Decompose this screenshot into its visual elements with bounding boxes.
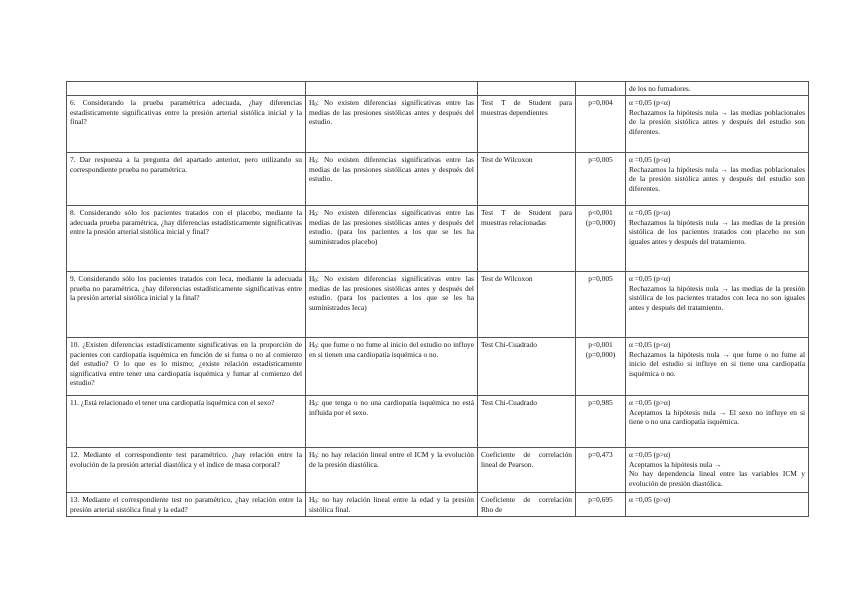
hypothesis-cell: $H_0$: no hay relación lineal entre la edad y la presión sistólica final. bbox=[306, 493, 478, 517]
table-row bbox=[67, 396, 809, 448]
table-row bbox=[67, 448, 809, 493]
table-row bbox=[67, 82, 809, 96]
hypothesis-cell bbox=[306, 82, 478, 96]
pvalue-cell: p=0,695 bbox=[576, 493, 626, 517]
pvalue-cell: p=0,004 bbox=[576, 96, 626, 153]
table-row bbox=[67, 96, 809, 153]
test-cell: Coeficiente de correlación Rho de bbox=[478, 493, 576, 517]
question-cell: 12. Mediante el correspondiente test paramétrico. ¿hay relación entre la evolución de la presión arterial diastólica y el índice de masa corporal? bbox=[67, 448, 306, 493]
question-cell: 13. Mediante el correspondiente test no paramétrico, ¿hay relación entre la presión arterial sistólica final y la edad? bbox=[67, 493, 306, 517]
hypothesis-cell: $H_0$: No existen diferencias significativas entre las medias de las presiones sistólicas antes y después del estudio. (para los pacientes a los que se les ha suministrados placebo) bbox=[306, 206, 478, 272]
hypothesis-cell: $H_0$: que fume o no fume al inicio del estudio no influye en si tienen una cardiopatía isquémica o no. bbox=[306, 338, 478, 396]
conclusion-cell: α =0,05 (p>α) Aceptamos la hipótesis nula → El sexo no influye en si tiene o no una cardiopatía isquémica. bbox=[626, 396, 809, 448]
hypothesis-cell: $H_0$: No existen diferencias significativas entre las medias de las presiones sistólicas antes y después del estudio. bbox=[306, 96, 478, 153]
conclusion-cell: α =0,05 (p<α) Rechazamos la hipótesis nula → las medias de la presión sistólica de los pacientes tratados con Ieca no son iguales antes y después del tratamiento. bbox=[626, 272, 809, 338]
conclusion-cell: α =0,05 (p<α) Rechazamos la hipótesis nula → las medias poblacionales de la presión sistólica antes y después del estudio son diferentes. bbox=[626, 153, 809, 206]
hypothesis-cell: $H_0$: No existen diferencias significativas entre las medias de las presiones sistólicas antes y después del estudio. (para los pacientes a los que se les ha suministrados Ieca) bbox=[306, 272, 478, 338]
test-cell bbox=[478, 82, 576, 96]
pvalue-cell: p=0,473 bbox=[576, 448, 626, 493]
question-cell: 6. Considerando la prueba paramétrica adecuada, ¿hay diferencias estadísticamente significativas entre la presión arterial sistólica inicial y la final? bbox=[67, 96, 306, 153]
test-cell: Test Chi-Cuadrado bbox=[478, 338, 576, 396]
question-cell: 9. Considerando sólo los pacientes tratados con Ieca, mediante la adecuada prueba no paramétrica, ¿hay diferencias estadísticamente significativas entre la presión arterial sistólica inicial y la final? bbox=[67, 272, 306, 338]
test-cell: Coeficiente de correlación lineal de Pearson. bbox=[478, 448, 576, 493]
table-row bbox=[67, 338, 809, 396]
table-row bbox=[67, 272, 809, 338]
test-cell: Test Chi-Cuadrado bbox=[478, 396, 576, 448]
test-cell: Test T de Student para muestras relacionadas bbox=[478, 206, 576, 272]
question-cell: 11. ¿Está relacionado el tener una cardiopatía isquémica con el sexo? bbox=[67, 396, 306, 448]
pvalue-cell: p=0,005 bbox=[576, 153, 626, 206]
conclusion-cell: α =0,05 (p<α) Rechazamos la hipótesis nula → las medias poblacionales de la presión sistólica antes y después del estudio son diferentes. bbox=[626, 96, 809, 153]
pvalue-cell: p=0,005 bbox=[576, 272, 626, 338]
conclusion-cell: α =0,05 (p<α) Rechazamos la hipótesis nula → las medias de la presión sistólica de los pacientes tratados con placebo no son iguales antes y después del tratamiento. bbox=[626, 206, 809, 272]
question-cell bbox=[67, 82, 306, 96]
table-row bbox=[67, 493, 809, 517]
table-row bbox=[67, 206, 809, 272]
pvalue-cell: p<0,001 (p=0,000) bbox=[576, 338, 626, 396]
test-cell: Test de Wilcoxon bbox=[478, 272, 576, 338]
table-row bbox=[67, 153, 809, 206]
hypothesis-cell: $H_0$: que tenga o no una cardiopatía isquémica no está influida por el sexo. bbox=[306, 396, 478, 448]
conclusion-cell: de los no fumadores. bbox=[626, 82, 809, 96]
hypothesis-cell: $H_0$: No existen diferencias significativas entre las medias de las presiones sistólicas antes y después del estudio. bbox=[306, 153, 478, 206]
test-cell: Test de Wilcoxon bbox=[478, 153, 576, 206]
test-cell: Test T de Student para muestras dependientes bbox=[478, 96, 576, 153]
conclusion-cell: α =0,05 (p>α) Aceptamos la hipótesis nula → No hay dependencia lineal entre las variables ICM y evolución de presión diastólica. bbox=[626, 448, 809, 493]
hypothesis-cell: $H_0$: no hay relación lineal entre el ICM y la evolución de la presión diastólica. bbox=[306, 448, 478, 493]
question-cell: 8. Considerando sólo los pacientes tratados con el placebo, mediante la adecuada prueba paramétrica, ¿hay diferencias estadísticamente significativas entre la presión arterial sistólica inicial y final? bbox=[67, 206, 306, 272]
question-cell: 7. Dar respuesta a la pregunta del apartado anterior, pero utilizando su correspondiente prueba no paramétrica. bbox=[67, 153, 306, 206]
question-cell: 10. ¿Existen diferencias estadísticamente significativas en la proporción de pacientes con cardiopatía isquémica en función de si fuma o no al comienzo del estudio? O lo que es lo mismo; ¿existe relación estadísticamente significativa entre tener una cardiopatía isquémica y fumar al comienzo del estudio? bbox=[67, 338, 306, 396]
pvalue-cell: p<0,001 (p=0,000) bbox=[576, 206, 626, 272]
results-table bbox=[66, 81, 809, 517]
conclusion-cell: α =0,05 (p<α) Rechazamos la hipótesis nula → que fume o no fume al inicio del estudio si influye en si tiene una cardiopatía isquémica o no. bbox=[626, 338, 809, 396]
pvalue-cell bbox=[576, 82, 626, 96]
conclusion-cell: α =0,05 (p>α) bbox=[626, 493, 809, 517]
pvalue-cell: p=0,985 bbox=[576, 396, 626, 448]
